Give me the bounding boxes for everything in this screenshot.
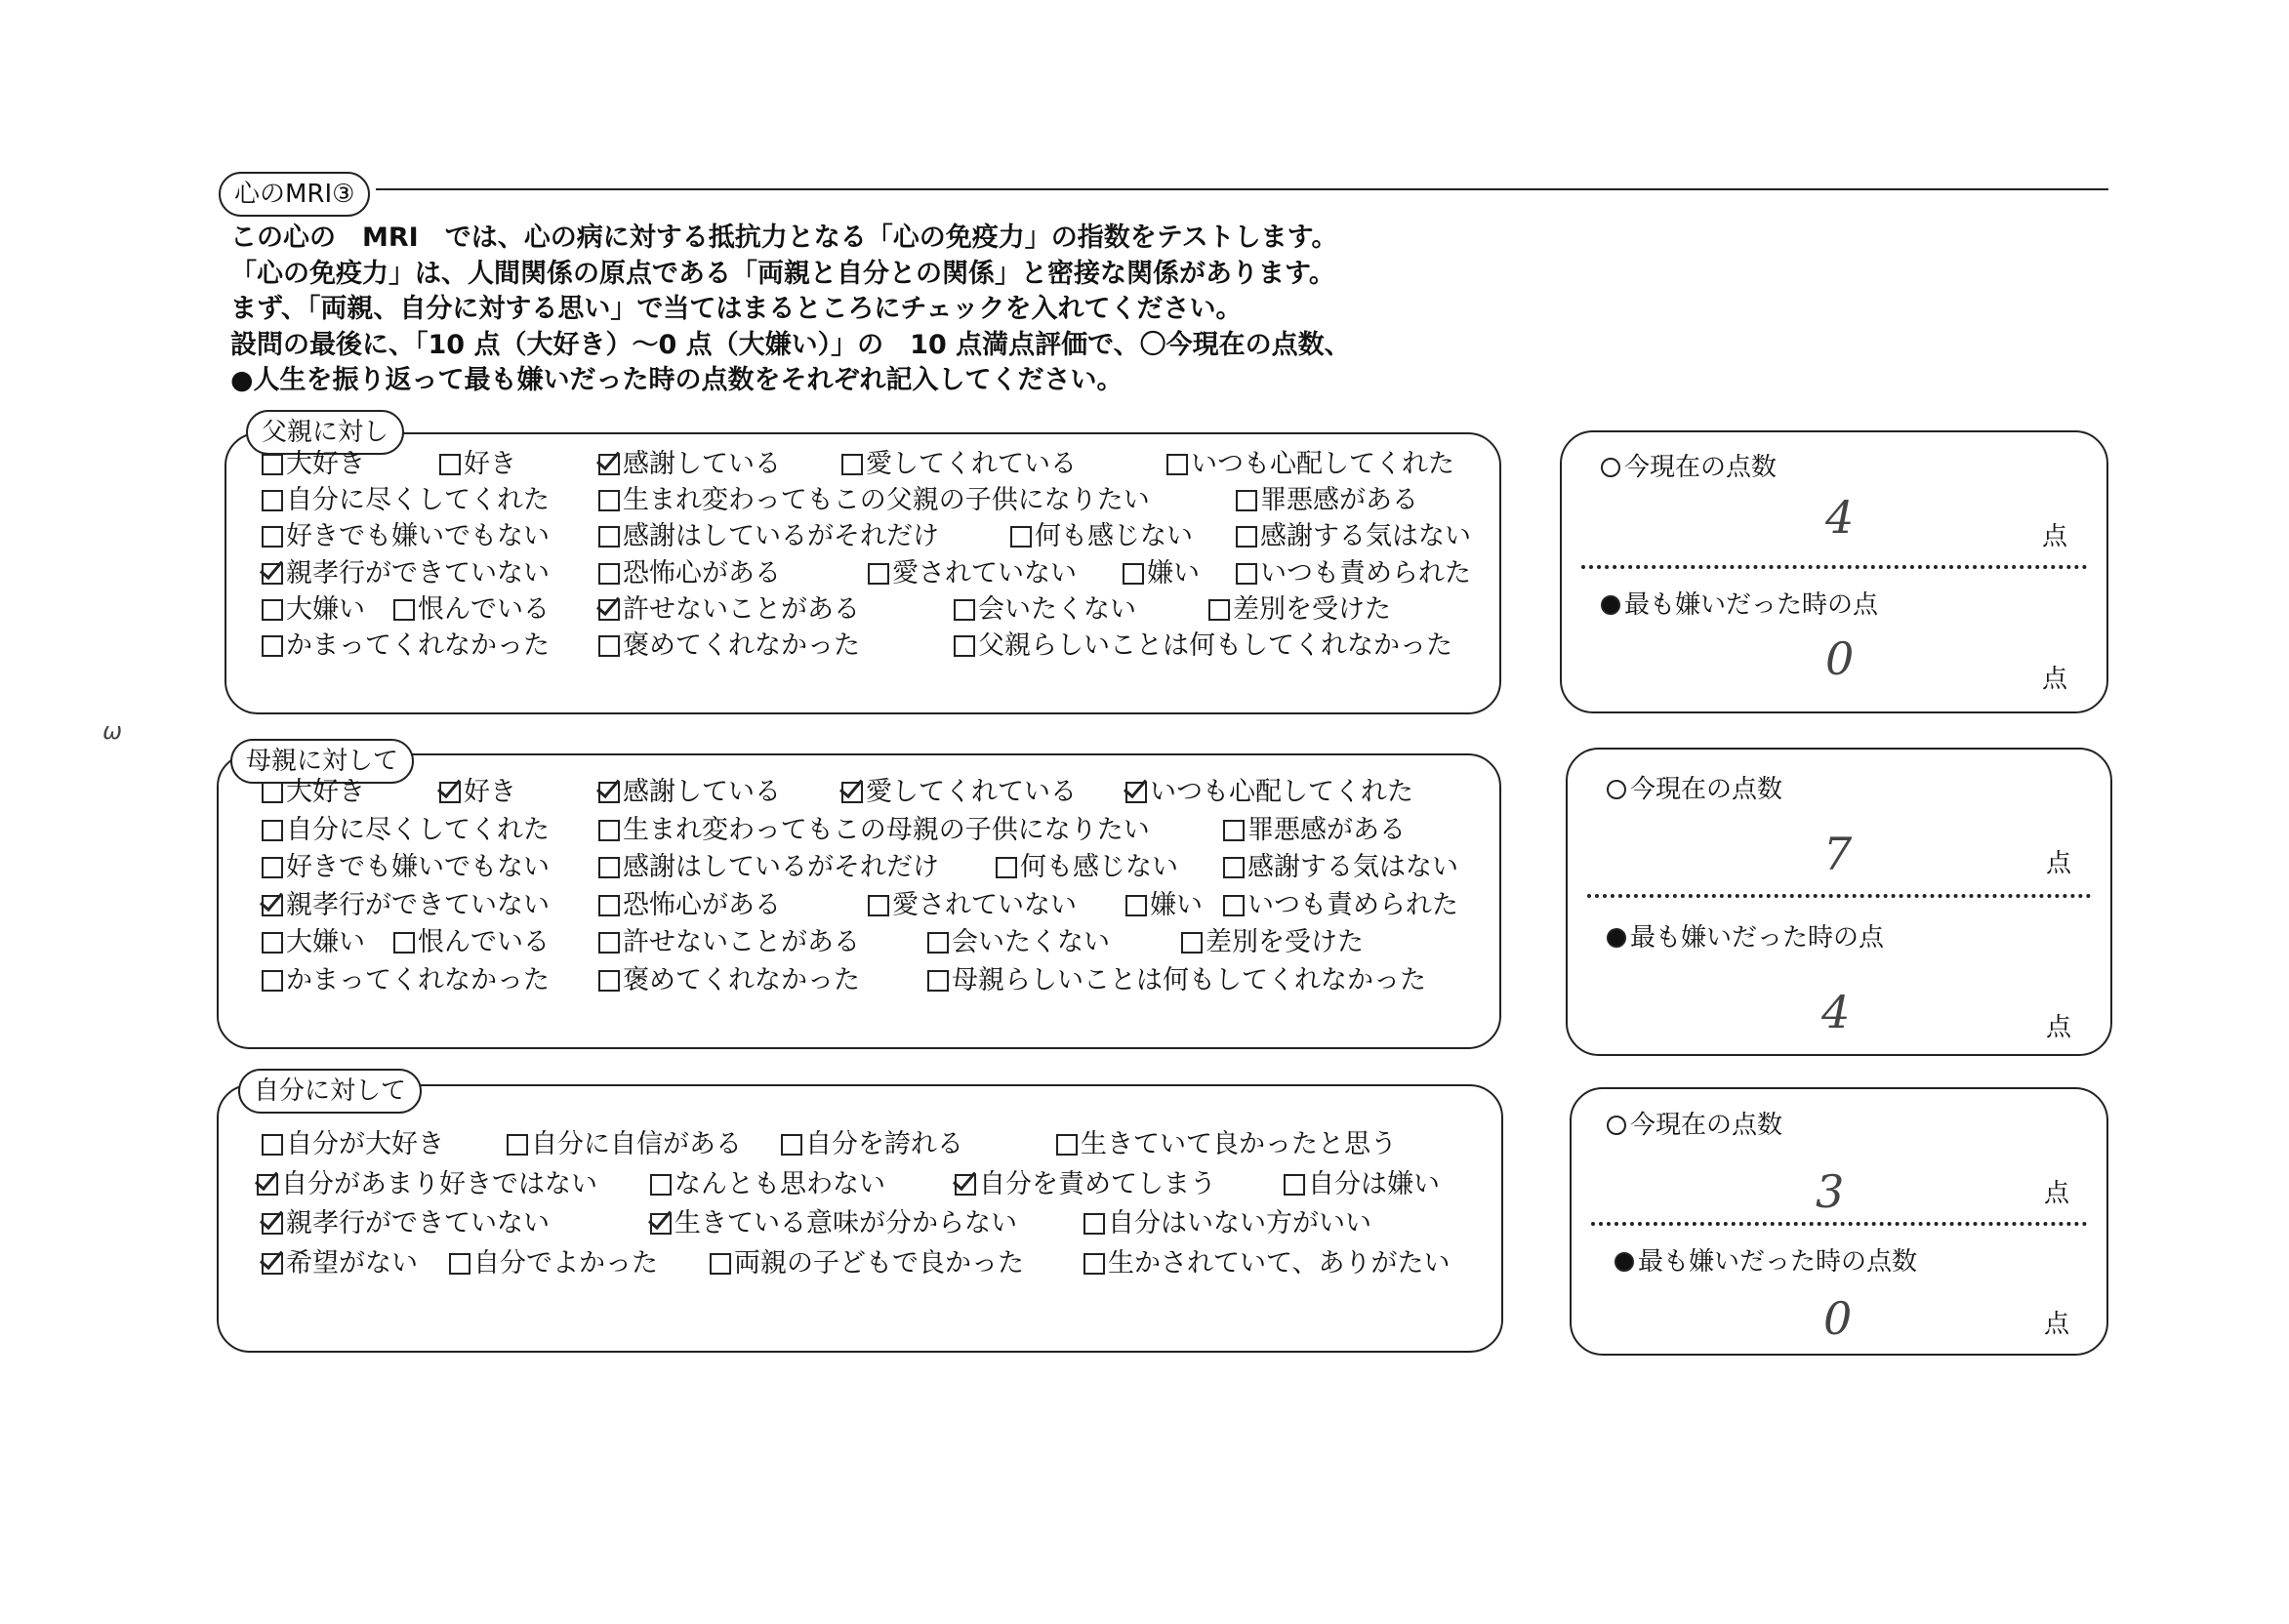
checkbox-icon[interactable] [262, 599, 283, 621]
checkbox-label: 自分を責めてしまう [979, 1168, 1216, 1199]
checkbox-label: 恨んでいる [418, 927, 550, 958]
score-unit: 点 [2046, 1013, 2072, 1042]
checkbox-icon[interactable] [1083, 1213, 1105, 1235]
checked-checkbox-icon[interactable] [262, 1213, 283, 1235]
checkbox-label: 褒めてくれなかった [623, 965, 860, 995]
checked-checkbox-icon[interactable] [262, 563, 283, 585]
checkbox-option[interactable] [257, 1166, 597, 1203]
checkbox-label: 大好き [286, 777, 365, 807]
checkbox-icon[interactable] [262, 526, 283, 548]
checkbox-label: 感謝はしているがそれだけ [623, 852, 939, 883]
checkbox-label: 自分はいない方がいい [1108, 1208, 1371, 1238]
checkbox-option[interactable] [650, 1205, 1017, 1242]
checkbox-option[interactable] [598, 924, 860, 961]
checkbox-icon[interactable] [868, 895, 889, 916]
checkbox-label: 愛してくれている [866, 777, 1077, 807]
checkbox-option[interactable] [262, 591, 365, 629]
checkbox-icon[interactable] [393, 599, 415, 621]
open-circle-icon [1607, 780, 1626, 799]
checkbox-option[interactable] [262, 628, 550, 665]
checkbox-icon[interactable] [1125, 895, 1147, 916]
checkbox-label: 自分が大好き [286, 1129, 444, 1159]
checkbox-option[interactable] [868, 555, 1077, 592]
checked-checkbox-icon[interactable] [955, 1174, 976, 1196]
checkbox-option[interactable] [1123, 555, 1200, 592]
checkbox-icon[interactable] [1166, 454, 1188, 475]
checkbox-icon[interactable] [262, 820, 283, 841]
checkbox-label: 好きでも嫌いでもない [286, 852, 550, 883]
checkbox-icon[interactable] [507, 1134, 528, 1156]
checkbox-option[interactable] [650, 1166, 885, 1203]
checkbox-option[interactable] [598, 446, 781, 483]
checkbox-option[interactable] [262, 887, 550, 924]
checkbox-option[interactable] [449, 1245, 658, 1282]
checkbox-icon[interactable] [262, 454, 283, 475]
checkbox-icon[interactable] [954, 599, 975, 621]
checkbox-label: 会いたくない [978, 593, 1136, 625]
worst-score-value[interactable]: 4 [1821, 986, 1851, 1038]
checkbox-label: 希望がない [286, 1247, 418, 1279]
checkbox-label: 生まれ変わってもこの母親の子供になりたい [623, 814, 1150, 845]
filled-circle-icon [1615, 1252, 1634, 1272]
checkbox-label: 許せないことがある [623, 593, 860, 625]
checkbox-option[interactable] [393, 591, 550, 629]
checkbox-option[interactable] [1223, 849, 1458, 886]
score-unit: 点 [2044, 1179, 2070, 1208]
stray-mark: ω [102, 717, 123, 745]
mother-score-panel [1566, 748, 2112, 1056]
intro-line: この心の MRI では、心の病に対する抵抗力となる「心の免疫力」の指数をテストします。 [230, 223, 1338, 253]
checkbox-label: 好き [464, 449, 516, 479]
checkbox-option[interactable] [439, 446, 516, 483]
checkbox-option[interactable] [262, 1245, 418, 1282]
checkbox-option[interactable] [262, 518, 550, 555]
checkbox-label: いつも責められた [1260, 557, 1471, 589]
checkbox-icon[interactable] [598, 490, 620, 511]
checkbox-option[interactable] [598, 518, 939, 555]
checkbox-label: 嫌い [1150, 889, 1203, 920]
checkbox-label: 何も感じない [1035, 521, 1193, 552]
checkbox-label: 自分に尽くしてくれた [286, 814, 550, 845]
checkbox-icon[interactable] [996, 857, 1017, 878]
checked-checkbox-icon[interactable] [598, 782, 620, 803]
checkbox-label: 差別を受けた [1206, 927, 1364, 958]
current-score-label: 今現在の点数 [1607, 1105, 1782, 1141]
checkbox-icon[interactable] [598, 970, 620, 992]
checkbox-option[interactable] [954, 628, 1452, 665]
checkbox-icon[interactable] [262, 932, 283, 954]
checkbox-option[interactable] [439, 774, 516, 811]
intro-line: ●人生を振り返って最も嫌いだった時の点数をそれぞれ記入してください。 [230, 365, 1124, 395]
intro-line: まず、「両親、自分に対する思い」で当てはまるところにチェックを入れてください。 [230, 294, 1243, 324]
checkbox-option[interactable] [927, 924, 1110, 961]
self-score-panel [1570, 1087, 2108, 1356]
checkbox-icon[interactable] [262, 970, 283, 992]
checkbox-label: 大好き [286, 449, 365, 479]
open-circle-icon [1607, 1116, 1626, 1135]
checkbox-icon[interactable] [262, 857, 283, 878]
checkbox-icon[interactable] [598, 563, 620, 585]
checked-checkbox-icon[interactable] [439, 782, 461, 803]
checkbox-option[interactable] [710, 1245, 1024, 1282]
checkbox-icon[interactable] [262, 490, 283, 511]
checkbox-icon[interactable] [868, 563, 889, 585]
checkbox-option[interactable] [1236, 555, 1471, 592]
checkbox-option[interactable] [262, 1205, 550, 1242]
checkbox-label: 愛されていない [892, 889, 1077, 920]
filled-circle-icon [1601, 595, 1620, 615]
checkbox-label: 褒めてくれなかった [623, 630, 860, 661]
checkbox-option[interactable] [262, 924, 365, 961]
checked-checkbox-icon[interactable] [262, 895, 283, 916]
filled-circle-icon [1607, 928, 1626, 948]
checkbox-icon[interactable] [393, 932, 415, 954]
checkbox-option[interactable] [1083, 1245, 1450, 1282]
checkbox-label: 両親の子どもで良かった [734, 1247, 1024, 1279]
current-score-label: 今現在の点数 [1601, 447, 1777, 483]
checkbox-label: 自分に自信がある [531, 1129, 742, 1159]
header-tag: 心のMRI③ [219, 172, 370, 217]
checked-checkbox-icon[interactable] [1125, 782, 1147, 803]
checkbox-label: 親孝行ができていない [286, 1208, 550, 1238]
checkbox-label: 自分を誇れる [805, 1129, 963, 1159]
checkbox-option[interactable] [598, 774, 781, 811]
checkbox-option[interactable] [1223, 887, 1458, 924]
checkbox-label: 恨んでいる [418, 593, 550, 625]
checkbox-option[interactable] [1166, 446, 1454, 483]
checkbox-icon[interactable] [1123, 563, 1144, 585]
checkbox-icon[interactable] [927, 970, 949, 992]
checkbox-label: 親孝行ができていない [286, 557, 550, 589]
header-rule [376, 188, 2108, 190]
current-score-value[interactable]: 4 [1825, 491, 1855, 544]
checked-checkbox-icon[interactable] [598, 599, 620, 621]
score-unit: 点 [2042, 522, 2068, 551]
checkbox-label: 親孝行ができていない [286, 889, 550, 920]
checkbox-label: 罪悪感がある [1247, 814, 1406, 845]
checked-checkbox-icon[interactable] [262, 1253, 283, 1275]
checkbox-option[interactable] [262, 446, 365, 483]
checkbox-label: 感謝する気はない [1260, 521, 1471, 552]
checkbox-icon[interactable] [1236, 526, 1257, 548]
checkbox-option[interactable] [1223, 812, 1406, 849]
checkbox-label: 自分は嫌い [1308, 1168, 1440, 1199]
intro-text [230, 221, 1351, 399]
checkbox-option[interactable] [507, 1126, 742, 1163]
checkbox-icon[interactable] [1236, 490, 1257, 511]
worst-score-value[interactable]: 0 [1825, 632, 1855, 685]
checkbox-label: 感謝はしているがそれだけ [623, 521, 939, 552]
worst-score-value[interactable]: 0 [1823, 1292, 1853, 1345]
checkbox-option[interactable] [841, 446, 1077, 483]
score-unit: 点 [2046, 849, 2072, 878]
checkbox-option[interactable] [1010, 518, 1193, 555]
father-tag: 父親に対し [246, 410, 404, 455]
checked-checkbox-icon[interactable] [257, 1174, 278, 1196]
checkbox-option[interactable] [598, 962, 860, 999]
self-tag: 自分に対して [238, 1069, 422, 1114]
checkbox-label: 罪悪感がある [1260, 485, 1418, 516]
checkbox-label: 好きでも嫌いでもない [286, 521, 550, 552]
checkbox-option[interactable] [1181, 924, 1364, 961]
checkbox-option[interactable] [1056, 1126, 1397, 1163]
checkbox-label: 自分に尽くしてくれた [286, 485, 550, 516]
checkbox-icon[interactable] [262, 635, 283, 657]
score-unit: 点 [2044, 1310, 2070, 1339]
checkbox-icon[interactable] [650, 1174, 672, 1196]
mother-tag: 母親に対して [230, 739, 414, 784]
checked-checkbox-icon[interactable] [841, 782, 863, 803]
current-score-label: 今現在の点数 [1607, 769, 1782, 805]
checkbox-option[interactable] [841, 774, 1077, 811]
score-unit: 点 [2042, 665, 2068, 694]
checkbox-icon[interactable] [598, 895, 620, 916]
checkbox-option[interactable] [598, 812, 1150, 849]
checkbox-icon[interactable] [841, 454, 863, 475]
checkbox-icon[interactable] [1284, 1174, 1305, 1196]
checkbox-label: なんとも思わない [674, 1168, 885, 1199]
checkbox-icon[interactable] [598, 820, 620, 841]
checkbox-option[interactable] [1125, 774, 1413, 811]
checkbox-label: 感謝する気はない [1247, 852, 1458, 883]
checkbox-option[interactable] [598, 555, 781, 592]
checkbox-option[interactable] [781, 1126, 963, 1163]
checked-checkbox-icon[interactable] [650, 1213, 672, 1235]
checkbox-option[interactable] [598, 482, 1150, 519]
checkbox-label: 愛してくれている [866, 449, 1077, 479]
checkbox-option[interactable] [598, 591, 860, 629]
checkbox-icon[interactable] [1223, 895, 1245, 916]
checkbox-label: 大嫌い [286, 927, 365, 958]
checkbox-option[interactable] [1284, 1166, 1440, 1203]
checkbox-icon[interactable] [710, 1253, 731, 1275]
checkbox-option[interactable] [1236, 518, 1471, 555]
checkbox-icon[interactable] [1083, 1253, 1105, 1275]
checkbox-label: 父親らしいことは何もしてくれなかった [978, 630, 1452, 661]
checkbox-icon[interactable] [1010, 526, 1032, 548]
checkbox-label: いつも心配してくれた [1150, 777, 1413, 807]
checkbox-icon[interactable] [598, 635, 620, 657]
checkbox-label: 嫌い [1147, 557, 1200, 589]
checkbox-icon[interactable] [1223, 820, 1245, 841]
checkbox-option[interactable] [996, 849, 1178, 886]
checkbox-label: 恐怖心がある [623, 557, 781, 589]
checkbox-option[interactable] [1083, 1205, 1371, 1242]
checkbox-option[interactable] [1208, 591, 1391, 629]
checkbox-label: 自分でよかった [473, 1247, 658, 1279]
current-score-value[interactable]: 3 [1816, 1165, 1845, 1218]
checkbox-label: 大嫌い [286, 593, 365, 625]
checkbox-option[interactable] [927, 962, 1426, 999]
checkbox-option[interactable] [262, 555, 550, 592]
checkbox-icon[interactable] [439, 454, 461, 475]
father-score-panel [1560, 430, 2108, 713]
checkbox-label: 生きている意味が分からない [674, 1208, 1017, 1238]
checkbox-icon[interactable] [781, 1134, 802, 1156]
checkbox-icon[interactable] [1223, 857, 1245, 878]
checkbox-option[interactable] [1125, 887, 1203, 924]
checked-checkbox-icon[interactable] [598, 454, 620, 475]
score-divider [1581, 565, 2087, 569]
intro-line: 設問の最後に、「10 点（大好き）～0 点（大嫌い）」の 10 点満点評価で、〇今現在の点数、 [230, 329, 1351, 360]
worst-score-label: 最も嫌いだった時の点 [1601, 585, 1878, 621]
worst-score-label: 最も嫌いだった時の点 [1607, 917, 1884, 954]
checkbox-icon[interactable] [449, 1253, 470, 1275]
checkbox-label: 母親らしいことは何もしてくれなかった [952, 965, 1426, 995]
checkbox-label: 許せないことがある [623, 927, 860, 958]
score-divider [1591, 1222, 2087, 1226]
intro-line: 「心の免疫力」は、人間関係の原点である「両親と自分との関係」と密接な関係があります。 [230, 258, 1335, 289]
checkbox-label: 愛されていない [892, 557, 1077, 589]
checkbox-option[interactable] [262, 774, 365, 811]
worst-score-label: 最も嫌いだった時の点数 [1615, 1241, 1917, 1278]
checkbox-icon[interactable] [927, 932, 949, 954]
checkbox-label: 感謝している [623, 777, 781, 807]
checkbox-label: 生かされていて、ありがたい [1108, 1247, 1451, 1279]
checkbox-option[interactable] [954, 591, 1136, 629]
checkbox-option[interactable] [598, 887, 781, 924]
checkbox-label: 感謝している [623, 449, 781, 479]
checkbox-icon[interactable] [262, 1134, 283, 1156]
checkbox-icon[interactable] [598, 526, 620, 548]
checkbox-icon[interactable] [598, 857, 620, 878]
checkbox-icon[interactable] [262, 782, 283, 803]
score-divider [1587, 894, 2091, 898]
checkbox-label: 何も感じない [1020, 852, 1178, 883]
checkbox-icon[interactable] [1181, 932, 1203, 954]
checkbox-option[interactable] [598, 628, 860, 665]
checkbox-label: 恐怖心がある [623, 889, 781, 920]
checkbox-label: かまってくれなかった [286, 630, 550, 661]
open-circle-icon [1601, 458, 1620, 477]
checkbox-option[interactable] [262, 812, 550, 849]
checkbox-option[interactable] [955, 1166, 1216, 1203]
checkbox-option[interactable] [262, 482, 550, 519]
checkbox-option[interactable] [1236, 482, 1418, 519]
checkbox-icon[interactable] [1236, 563, 1257, 585]
checkbox-label: 差別を受けた [1233, 593, 1391, 625]
checkbox-option[interactable] [598, 849, 939, 886]
checkbox-option[interactable] [262, 849, 550, 886]
checkbox-label: 好き [464, 777, 516, 807]
checkbox-option[interactable] [262, 962, 550, 999]
checkbox-option[interactable] [393, 924, 550, 961]
checkbox-label: いつも責められた [1247, 889, 1458, 920]
checkbox-label: いつも心配してくれた [1191, 449, 1454, 479]
checkbox-icon[interactable] [1208, 599, 1230, 621]
checkbox-label: 会いたくない [952, 927, 1110, 958]
checkbox-option[interactable] [262, 1126, 444, 1163]
checkbox-icon[interactable] [1056, 1134, 1078, 1156]
checkbox-label: 生きていて良かったと思う [1081, 1129, 1397, 1159]
checkbox-icon[interactable] [598, 932, 620, 954]
current-score-value[interactable]: 7 [1823, 828, 1853, 880]
checkbox-label: 生まれ変わってもこの父親の子供になりたい [623, 485, 1150, 516]
checkbox-option[interactable] [868, 887, 1077, 924]
checkbox-label: 自分があまり好きではない [281, 1168, 597, 1199]
checkbox-label: かまってくれなかった [286, 965, 550, 995]
checkbox-icon[interactable] [954, 635, 975, 657]
